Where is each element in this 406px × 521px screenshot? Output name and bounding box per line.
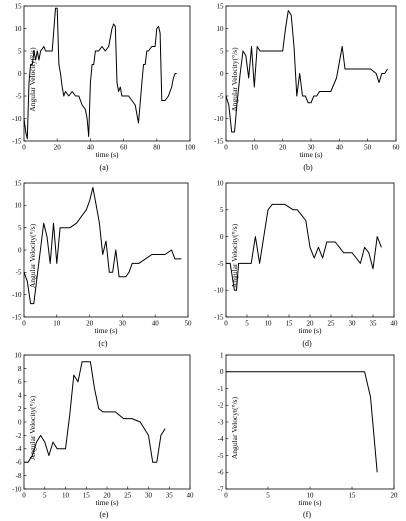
y-tick-label: 6: [18, 378, 22, 387]
y-tick-label: -5: [217, 92, 224, 101]
x-tick-label: 40: [86, 143, 94, 152]
y-tick-label: 0: [18, 69, 22, 78]
y-tick-label: 5: [18, 47, 22, 56]
y-tick-label: 8: [18, 364, 22, 373]
y-tick-label: 2: [18, 405, 22, 413]
x-axis-label: time (s): [94, 326, 118, 335]
panel-label: (c): [98, 339, 108, 348]
series-line: [226, 204, 381, 290]
y-axis-label: Angular Velocity(°/s): [28, 223, 37, 289]
x-tick-label: 40: [390, 319, 398, 328]
x-tick-label: 20: [390, 491, 398, 500]
series-line: [24, 362, 165, 463]
x-tick-label: 5: [266, 491, 270, 500]
y-tick-label: -4: [217, 435, 224, 444]
x-tick-label: 15: [285, 319, 293, 328]
x-tick-label: 35: [369, 319, 377, 328]
x-tick-label: 0: [22, 319, 26, 328]
series-line: [226, 372, 377, 473]
y-tick-label: 10: [216, 24, 224, 33]
x-tick-label: 0: [224, 491, 228, 500]
x-tick-label: 40: [335, 143, 343, 152]
x-tick-label: 20: [53, 143, 61, 152]
x-axis-label: time (s): [299, 150, 323, 159]
x-tick-label: 25: [124, 491, 132, 500]
y-tick-label: 15: [14, 2, 22, 11]
x-tick-label: 10: [62, 491, 69, 500]
x-tick-label: 30: [118, 319, 126, 328]
y-tick-label: -15: [12, 313, 22, 322]
y-tick-label: 10: [14, 351, 22, 360]
y-tick-label: 10: [14, 24, 22, 33]
x-tick-label: 60: [120, 143, 128, 152]
x-tick-label: 25: [327, 319, 335, 328]
y-tick-label: -3: [217, 418, 224, 427]
y-tick-label: 0: [220, 368, 224, 377]
y-tick-label: -2: [15, 431, 22, 440]
y-tick-label: 15: [216, 2, 224, 11]
x-tick-label: 80: [153, 143, 161, 152]
x-tick-label: 10: [250, 143, 258, 152]
x-tick-label: 15: [82, 491, 90, 500]
series-line: [24, 8, 177, 139]
x-tick-label: 5: [245, 319, 249, 328]
panel-label: (e): [99, 510, 109, 519]
x-axis-label: time (s): [298, 498, 322, 507]
x-tick-label: 60: [392, 143, 400, 152]
x-tick-label: 20: [103, 491, 111, 500]
plot-frame: [226, 6, 396, 141]
y-tick-label: -15: [214, 137, 224, 146]
y-tick-label: 0: [18, 246, 22, 255]
y-tick-label: -6: [217, 468, 224, 477]
y-tick-label: -1: [217, 384, 224, 393]
panel-label: (f): [303, 510, 311, 519]
plot-frame: [24, 6, 190, 141]
x-tick-label: 15: [348, 491, 356, 500]
x-tick-label: 0: [22, 491, 26, 500]
panel-label: (b): [303, 163, 313, 172]
y-tick-label: 5: [220, 47, 224, 56]
y-tick-label: 10: [216, 179, 224, 188]
chart-panel-b: [214, 2, 400, 172]
y-tick-label: -10: [12, 291, 22, 300]
x-tick-label: 0: [224, 143, 228, 152]
x-tick-label: 10: [53, 319, 61, 328]
panel-label: (a): [99, 163, 109, 172]
x-tick-label: 30: [307, 143, 315, 152]
x-tick-label: 100: [184, 143, 196, 152]
x-tick-label: 30: [348, 319, 356, 328]
x-tick-label: 10: [306, 491, 314, 500]
y-tick-label: -15: [12, 137, 22, 146]
series-line: [24, 188, 181, 304]
y-tick-label: 0: [220, 69, 224, 78]
chart-panel-e: [12, 351, 194, 519]
x-tick-label: 5: [43, 491, 47, 500]
chart-panel-d: [214, 179, 398, 348]
y-tick-label: -5: [15, 268, 22, 277]
y-tick-label: -10: [12, 485, 22, 494]
x-axis-label: time (s): [95, 150, 119, 159]
x-tick-label: 10: [264, 319, 272, 328]
x-tick-label: 50: [364, 143, 372, 152]
series-line: [226, 11, 388, 133]
y-tick-label: 0: [18, 418, 22, 427]
chart-panel-c: [12, 179, 192, 348]
x-tick-label: 20: [306, 319, 314, 328]
y-tick-label: -10: [12, 114, 22, 123]
y-tick-label: -5: [217, 451, 224, 460]
y-tick-label: 5: [18, 224, 22, 233]
y-axis-label: Angular Velocity(°/s): [230, 223, 239, 289]
y-tick-label: 4: [18, 391, 22, 400]
y-tick-label: 15: [14, 179, 22, 188]
x-tick-label: 20: [86, 319, 94, 328]
x-tick-label: 35: [165, 491, 173, 500]
y-axis-label: Angular Velocity(°/s): [28, 395, 37, 461]
y-tick-label: -6: [15, 458, 22, 467]
y-tick-label: 0: [220, 233, 224, 241]
plot-frame: [226, 355, 394, 489]
x-tick-label: 20: [279, 143, 287, 152]
plot-frame: [226, 183, 394, 317]
x-axis-label: time (s): [95, 498, 119, 507]
y-tick-label: 5: [220, 206, 224, 215]
y-tick-label: 10: [14, 201, 22, 210]
panel-label: (d): [302, 339, 312, 348]
x-tick-label: 50: [184, 319, 192, 328]
y-tick-label: 1: [220, 351, 224, 360]
x-axis-label: time (s): [298, 326, 322, 335]
x-tick-label: 40: [151, 319, 159, 328]
y-tick-label: -15: [214, 313, 224, 322]
chart-panel-f: [218, 351, 398, 519]
x-tick-label: 30: [145, 491, 152, 500]
y-tick-label: -4: [15, 445, 22, 454]
y-axis-label: Angular Velocyt(°/s): [230, 396, 239, 460]
plot-frame: [24, 355, 190, 489]
x-tick-label: 0: [22, 143, 26, 152]
y-tick-label: -10: [214, 114, 224, 123]
y-tick-label: -7: [217, 485, 224, 494]
chart-panel-a: [12, 2, 196, 172]
y-tick-label: -5: [15, 92, 22, 101]
y-tick-label: -8: [15, 472, 22, 480]
y-axis-label: Angular Velocity(°/s): [28, 47, 37, 112]
x-tick-label: 0: [224, 319, 228, 328]
y-tick-label: -10: [214, 286, 224, 295]
y-tick-label: -2: [217, 401, 224, 410]
y-tick-label: -5: [217, 259, 224, 268]
x-tick-label: 40: [186, 491, 194, 500]
y-axis-label: Angular Velocity(°/s): [230, 47, 239, 112]
